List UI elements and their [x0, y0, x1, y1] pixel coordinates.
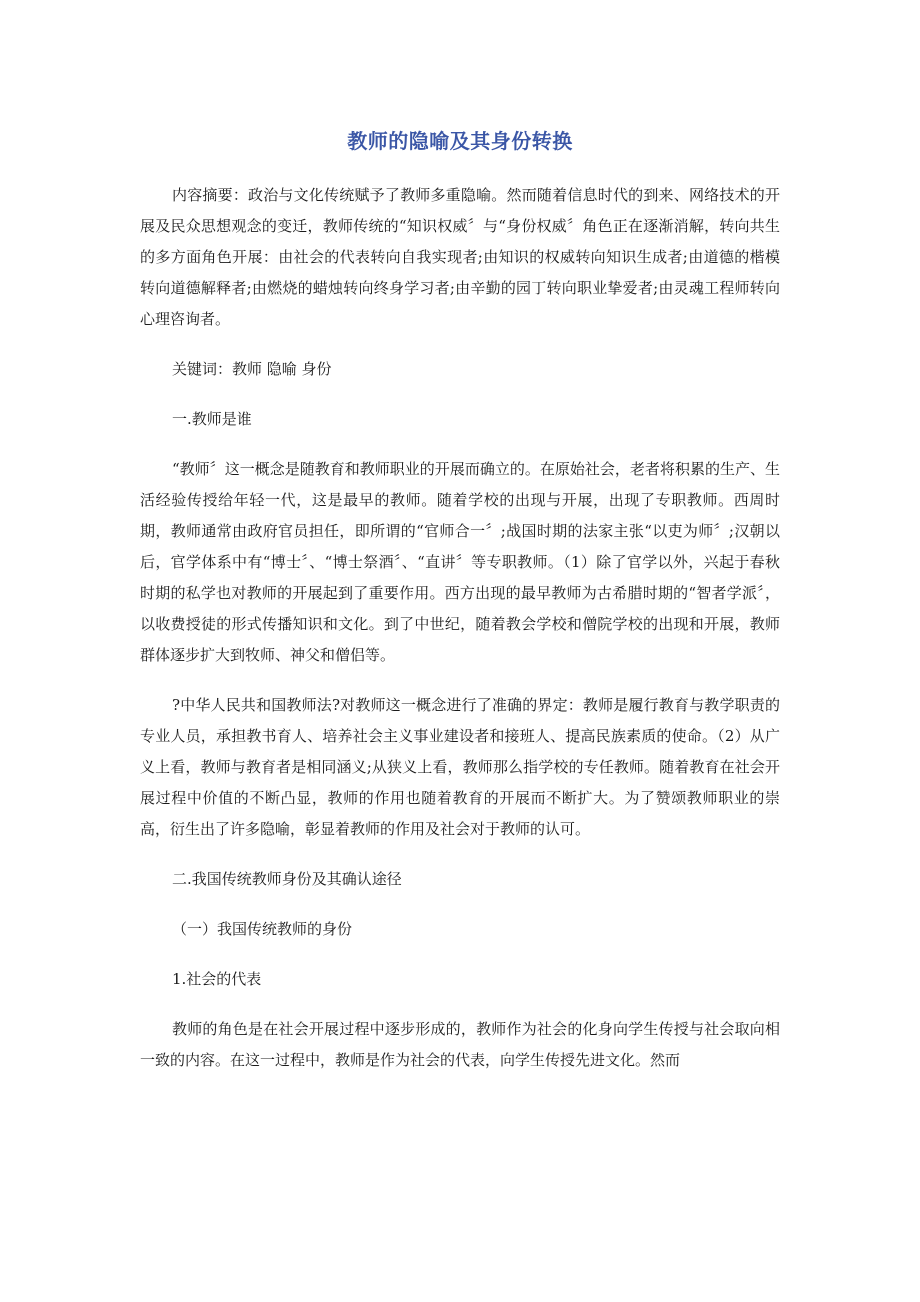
section-1-paragraph-1: “教师〞这一概念是随教育和教师职业的开展而确立的。在原始社会，老者将积累的生产、生活经验传授给年轻一代，这是最早的教师。随着学校的出现与开展，出现了专职教师。西周时期，教师通常由政府官员担任，即所谓的“官师合一〞;战国时期的法家主张“以吏为师〞;汉朝以后，官学体系中有“博士〞、“博士祭酒〞、“直讲〞等专职教师。（1）除了官学以外，兴起于春秋时期的私学也对教师的开展起到了重要作用。西方出现的最早教师为古希腊时期的“智者学派〞，以收费授徒的形式传播知识和文化。到了中世纪，随着教会学校和僧院学校的出现和开展，教师群体逐步扩大到牧师、神父和僧侣等。: [140, 460, 780, 664]
item-1-paragraph: 教师的角色是在社会开展过程中逐步形成的，教师作为社会的化身向学生传授与社会取向相一致的内容。在这一过程中，教师是作为社会的代表，向学生传授先进文化。然而: [140, 1020, 780, 1069]
section-2-heading: 二.我国传统教师身份及其确认途径: [172, 870, 402, 888]
section-1-paragraph-2: ?中华人民共和国教师法?对教师这一概念进行了准确的界定：教师是履行教育与教学职责的专业人员，承担教书育人、培养社会主义事业建设者和接班人、提高民族素质的使命。（2）从广义上看，教师与教育者是相同涵义;从狭义上看，教师那么指学校的专任教师。随着教育在社会开展过程中价值的不断凸显，教师的作用也随着教育的开展而不断扩大。为了赞颂教师职业的崇高，衍生出了许多隐喻，彰显着教师的作用及社会对于教师的认可。: [140, 696, 780, 838]
abstract-paragraph: 内容摘要：政治与文化传统赋予了教师多重隐喻。然而随着信息时代的到来、网络技术的开展及民众思想观念的变迁，教师传统的“知识权威〞与“身份权威〞角色正在逐渐消解，转向共生的多方面角色开展：由社会的代表转向自我实现者;由知识的权威转向知识生成者;由道德的楷模转向道德解释者;由燃烧的蜡烛转向终身学习者;由辛勤的园丁转向职业挚爱者;由灵魂工程师转向心理咨询者。: [140, 186, 780, 328]
section-1-heading: 一.教师是谁: [172, 410, 252, 428]
item-1-heading: 1.社会的代表: [172, 970, 262, 988]
document-title: 教师的隐喻及其身份转换: [347, 129, 573, 153]
subsection-heading: （一）我国传统教师的身份: [172, 920, 353, 938]
keywords-line: 关键词：教师 隐喻 身份: [172, 360, 332, 378]
document-body: [140, 180, 780, 1095]
